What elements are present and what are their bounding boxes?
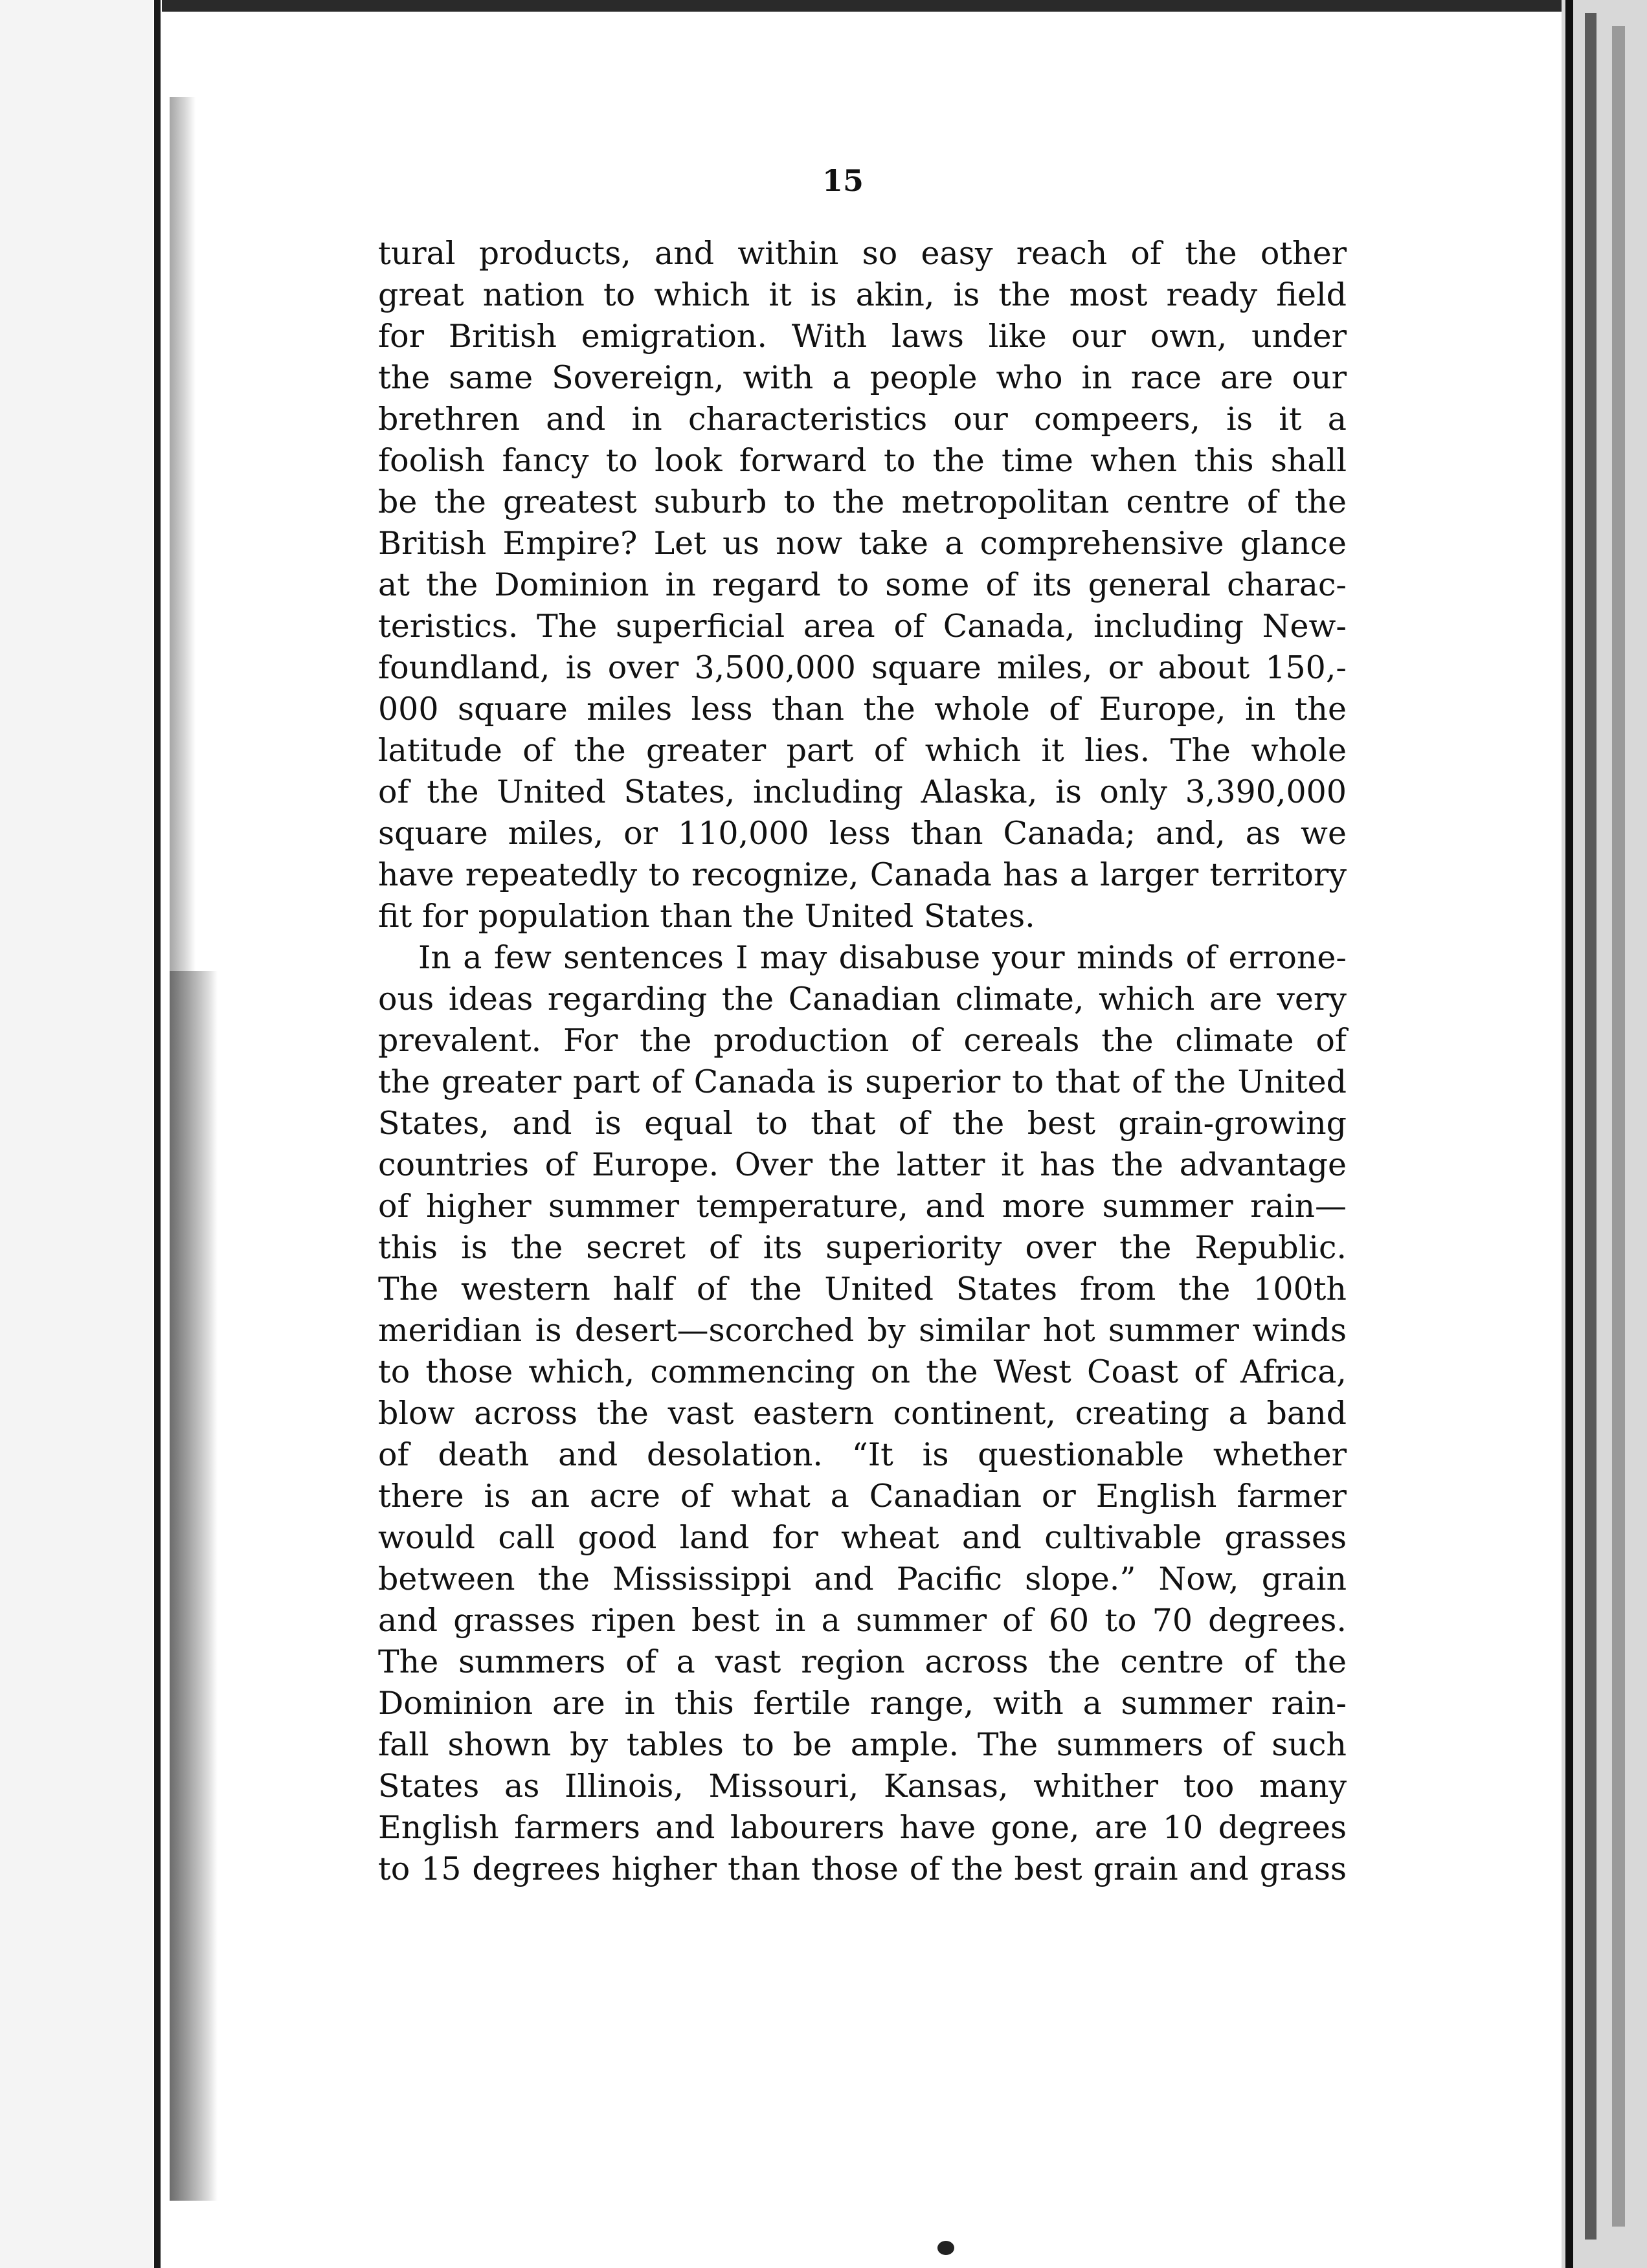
text-line: meridian is desert—scorched by similar hot summer winds bbox=[378, 1312, 1347, 1349]
text-line: States as Illinois, Missouri, Kansas, whither too many bbox=[378, 1768, 1347, 1805]
bottom-ink-mark bbox=[937, 2241, 954, 2255]
paragraph-start-line: In a few sentences I may disabuse your minds of errone- bbox=[418, 939, 1347, 976]
binding-gutter bbox=[0, 0, 153, 2268]
text-line: British Empire? Let us now take a comprehensive glance bbox=[378, 525, 1347, 562]
right-edge-line bbox=[1565, 0, 1573, 2268]
binding-edge bbox=[154, 0, 161, 2268]
text-line: of the United States, including Alaska, is only 3,390,000 bbox=[378, 773, 1347, 810]
text-line: at the Dominion in regard to some of its general charac- bbox=[378, 566, 1347, 603]
text-line: blow across the vast eastern continent, creating a band bbox=[378, 1395, 1347, 1432]
body-text bbox=[378, 233, 1347, 1890]
text-line: and grasses ripen best in a summer of 60 to 70 degrees. bbox=[378, 1602, 1347, 1639]
text-line: great nation to which it is akin, is the most ready field bbox=[378, 276, 1347, 313]
text-line: foolish fancy to look forward to the time when this shall bbox=[378, 442, 1347, 479]
text-line: this is the secret of its superiority over the Republic. bbox=[378, 1229, 1347, 1266]
text-line: States, and is equal to that of the best grain-growing bbox=[378, 1105, 1347, 1142]
text-line: 000 square miles less than the whole of Europe, in the bbox=[378, 691, 1347, 728]
text-line: there is an acre of what a Canadian or English farmer bbox=[378, 1478, 1347, 1515]
text-line: brethren and in characteristics our compeers, is it a bbox=[378, 401, 1347, 438]
text-line: tural products, and within so easy reach of the other bbox=[378, 235, 1347, 272]
text-line: ous ideas regarding the Canadian climate, which are very bbox=[378, 981, 1347, 1017]
text-line: square miles, or 110,000 less than Canada; and, as we bbox=[378, 815, 1347, 852]
text-line: have repeatedly to recognize, Canada has a larger territory bbox=[378, 856, 1347, 893]
text-line: latitude of the greater part of which it lies. The whole bbox=[378, 732, 1347, 769]
text-line: of death and desolation. “It is questionable whether bbox=[378, 1436, 1347, 1473]
text-line: would call good land for wheat and cultivable grasses bbox=[378, 1519, 1347, 1556]
text-line: the greater part of Canada is superior to that of the United bbox=[378, 1063, 1347, 1100]
text-line: be the greatest suburb to the metropolitan centre of the bbox=[378, 484, 1347, 520]
text-line: between the Mississippi and Pacific slope.” Now, grain bbox=[378, 1561, 1347, 1597]
right-edge-inner bbox=[1585, 13, 1597, 2240]
text-line: fit for population than the United States. bbox=[378, 898, 1035, 935]
right-page-edge bbox=[1562, 0, 1647, 2268]
text-line: of higher summer temperature, and more summer rain— bbox=[378, 1188, 1347, 1225]
text-line: The western half of the United States from the 100th bbox=[378, 1271, 1347, 1307]
text-line: to 15 degrees higher than those of the best grain and grass bbox=[378, 1851, 1347, 1887]
text-line: for British emigration. With laws like our own, under bbox=[378, 318, 1347, 355]
right-edge-outer bbox=[1612, 26, 1625, 2227]
page-number: 15 bbox=[822, 163, 864, 198]
text-line: to those which, commencing on the West Coast of Africa, bbox=[378, 1353, 1347, 1390]
text-line: prevalent. For the production of cereals the climate of bbox=[378, 1022, 1347, 1059]
top-scan-edge bbox=[162, 0, 1567, 12]
text-line: foundland, is over 3,500,000 square miles, or about 150,- bbox=[378, 649, 1347, 686]
text-line: fall shown by tables to be ample. The summers of such bbox=[378, 1726, 1347, 1763]
binding-shadow-upper bbox=[170, 97, 196, 971]
text-line: Dominion are in this fertile range, with a summer rain- bbox=[378, 1685, 1347, 1722]
text-line: the same Sovereign, with a people who in race are our bbox=[378, 359, 1347, 396]
text-line: The summers of a vast region across the centre of the bbox=[378, 1643, 1347, 1680]
text-line: teristics. The superficial area of Canada, including New- bbox=[378, 608, 1347, 645]
text-line: English farmers and labourers have gone, are 10 degrees bbox=[378, 1809, 1347, 1846]
binding-shadow bbox=[170, 971, 218, 2201]
text-line: countries of Europe. Over the latter it has the advantage bbox=[378, 1146, 1347, 1183]
